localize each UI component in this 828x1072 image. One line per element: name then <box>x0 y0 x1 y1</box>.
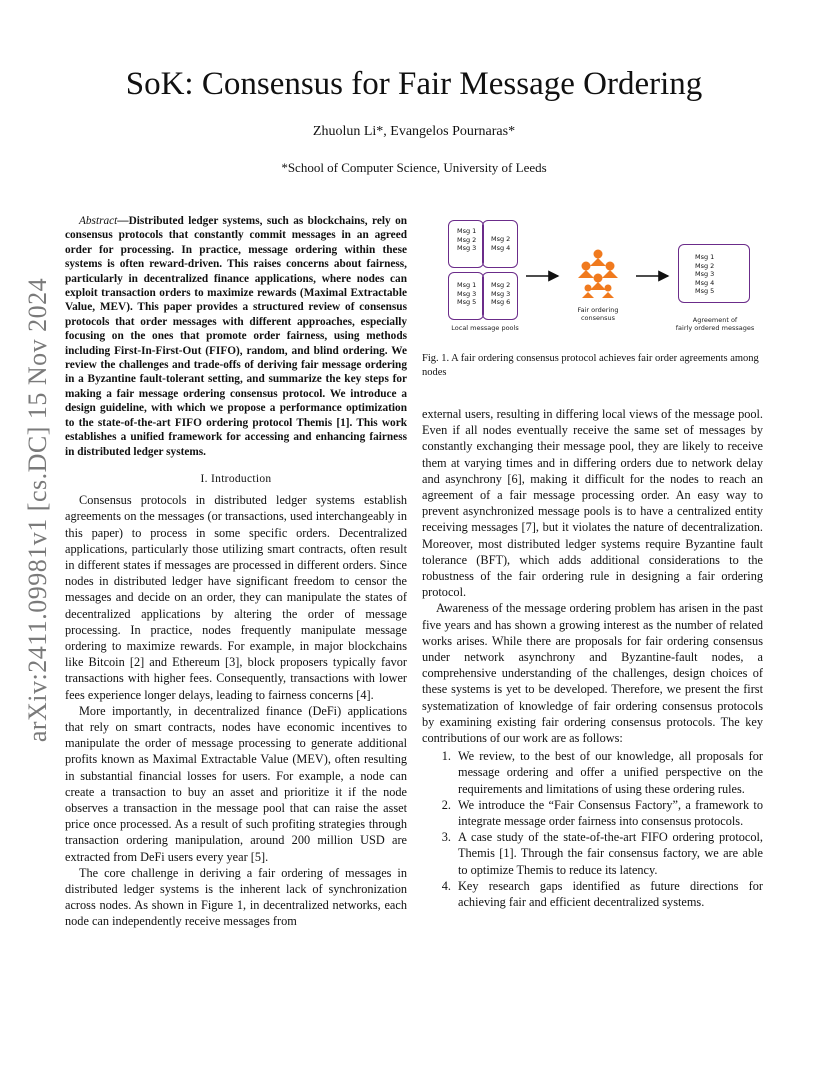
left-column <box>65 214 407 930</box>
list-item: 3. A case study of the state-of-the-art FIFO ordering protocol, Themis [1]. Through the fair consensus factory, we are able to optimize Themis to reduce its latency. <box>454 829 763 878</box>
msg-label: Msg 5 <box>457 298 477 306</box>
msg-label: Msg 1 <box>695 253 715 261</box>
paragraph: Awareness of the message ordering problem has arisen in the past five years and has shown a growing interest as the number of related works arises. While there are proposals for fair ordering consensus under network asynchrony and Byzantine-fault nodes, a comprehensive understanding of the challenges, design choices of these systems is yet to be developed. Therefore, we present the first systematization of knowledge of fair ordering consensus protocols by examining existing fair ordering consensus protocols. The key contributions of our work are as follows: <box>422 601 763 746</box>
paragraph: external users, resulting in differing local views of the message pool. Even if all nodes eventually receive the same set of messages by constantly exchanging their message pool, they are likely to receive them at varying times and in differing orders due to network delay and asynchrony [6], making it difficult for the nodes to reach an agreement of a fair message processing order. An easy way to prevent asynchronized message pools is to have a centralized entity receiving messages [7], but it violates the nature of decentralization. Moreover, most distributed ledger systems require Byzantine fault tolerance (BFT), which adds additional considerations to the robustness of the fair ordering rule in designing a fair ordering protocol. <box>422 407 763 600</box>
abstract <box>65 214 407 459</box>
msg-label: Msg 5 <box>695 287 715 295</box>
list-item: 1. We review, to the best of our knowledge, all proposals for message ordering and offer a unified perspective on the requirements and limitations of using these ordering rules. <box>454 748 763 797</box>
right-column <box>422 406 763 910</box>
msg-label: Msg 2 <box>491 281 511 289</box>
msg-label: Msg 3 <box>457 244 477 252</box>
affiliation: *School of Computer Science, University of Leeds <box>281 160 547 175</box>
abstract-text: —Distributed ledger systems, such as blockchains, rely on consensus protocols that constantly commit messages in an agreed order for processing. In practice, message ordering within these systems is often reward-driven. This raises concerns about fairness, particularly in decentralized finance applications, where nodes can exploit transaction orders to maximize rewards (Maximal Extractable Value, MEV). This paper provides a structured review of consensus protocols that order messages with different approaches, especially focusing on the ones that promote order fairness, using methods including First-In-First-Out (FIFO), random, and blind ordering. We review the challenges and trade-offs of deriving fair message ordering in a Byzantine fault-tolerant setting, and summarize the key steps for making a fair message ordering consensus protocol. We introduce a design guideline, with which we propose a performance optimization to the state-of-the-art FIFO ordering protocol Themis [1]. This work establishes a unified framework for accessing and enhancing fairness in distributed ledger systems. <box>65 215 407 458</box>
figure-1 <box>440 214 770 344</box>
agreement-label-line: fairly ordered messages <box>675 324 755 332</box>
list-item: 4. Key research gaps identified as future directions for achieving fair and efficient decentralized systems. <box>454 878 763 910</box>
msg-label: Msg 1 <box>457 227 477 235</box>
arxiv-identifier: arXiv:2411.09981v1 [cs.DC] 15 Nov 2024 <box>23 277 52 743</box>
msg-label: Msg 2 <box>695 261 715 270</box>
paragraph: More importantly, in decentralized finance (DeFi) applications that rely on smart contracts, nodes have economic incentives to manipulate the order of message processing to generate additional profits known as Maximal Extractable Value (MEV), often resulting in substantial financial losses for users. For example, a node can create a transaction to buy an asset and prioritize it if the node observes a transaction in the message pool that can raise the asset price once processed. As a result of such profiting strategies through transaction ordering manipulation, around 200 million USD are extracted from DeFi users every year [5]. <box>65 703 407 864</box>
contributions-list <box>422 748 763 910</box>
msg-label: Msg 2 <box>491 235 511 243</box>
msg-label: Msg 3 <box>457 289 477 298</box>
msg-label: Msg 6 <box>491 298 511 306</box>
ordered-messages-box <box>678 244 750 303</box>
consensus-label-line: Fair ordering <box>577 306 619 314</box>
msg-label: Msg 3 <box>695 270 715 278</box>
paragraph: Consensus protocols in distributed ledger systems establish agreements on the messages (or transactions, used interchangeably in this paper) to process in some specific orders. Decentralized applications, particularly those utilizing smart contracts, often result in different states if messages are processed in different orders. Since nodes in distributed ledger have significant freedom to censor the messages and decide on an order, they can manipulate the states of decentralized applications by altering the order of message processing. In practice, nodes frequently manipulate message ordering to maximize rewards. For example, in major blockchains like Bitcoin [2] and Ethereum [3], block proposers typically favor transactions with higher fees. Consequently, transactions with lower fees experience longer delays, leading to fairness concerns [4]. <box>65 493 407 702</box>
msg-label: Msg 3 <box>491 289 511 298</box>
section-heading: I. Introduction <box>200 472 272 485</box>
figure-caption: Fig. 1. A fair ordering consensus protocol achieves fair order agreements among nodes <box>422 353 759 378</box>
paragraph: The core challenge in deriving a fair ordering of messages in distributed ledger systems is the inherent lack of synchronization across nodes. As shown in Figure 1, in decentralized networks, each node can independently receive messages from <box>65 865 407 929</box>
consensus-label-line: consensus <box>580 314 616 322</box>
list-item: 2. We introduce the “Fair Consensus Factory”, a framework to integrate message order fairness into consensus protocols. <box>454 797 763 829</box>
agreement-label <box>660 316 770 332</box>
consensus-label <box>568 306 628 322</box>
agreement-label-line: Agreement of <box>692 316 738 324</box>
authors: Zhuolun Li*, Evangelos Pournaras* <box>312 124 516 139</box>
consensus-nodes-icon <box>578 250 618 299</box>
msg-label: Msg 2 <box>457 235 477 244</box>
msg-label: Msg 4 <box>491 243 511 252</box>
msg-label: Msg 4 <box>695 278 715 287</box>
pool-label: Local message pools <box>451 324 519 332</box>
msg-label: Msg 1 <box>457 281 477 289</box>
abstract-label: Abstract <box>79 215 118 227</box>
paper-title: SoK: Consensus for Fair Message Ordering <box>125 66 703 102</box>
